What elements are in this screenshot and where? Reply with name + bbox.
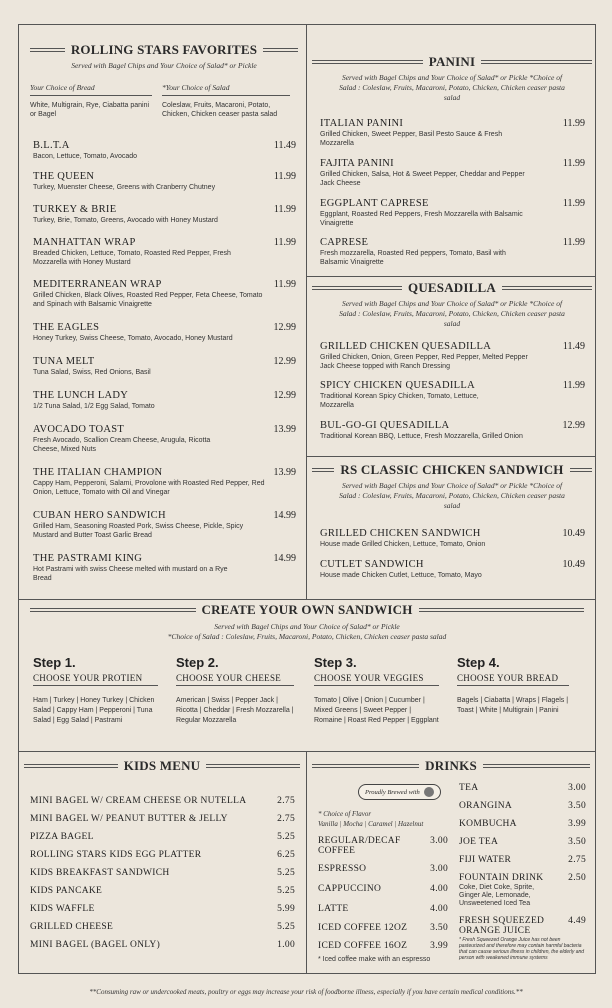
menu-item [33,356,296,377]
item-name: MINI BAGEL (BAGEL ONLY) [30,940,161,950]
item-name: MINI BAGEL W/ PEANUT BUTTER & JELLY [30,814,228,824]
item-name: ITALIAN PANINI [320,118,404,129]
menu-item [320,198,585,228]
kids-section [24,758,300,774]
drink-item [459,916,586,961]
item-price: 5.25 [277,922,295,932]
menu-item [33,553,296,583]
item-desc: Fresh Avocado, Scallion Cream Cheese, Arugula, Ricotta Cheese, Mixed Nuts [33,437,211,453]
item-price: 10.49 [562,528,585,539]
panini-list [320,118,585,268]
kids-item [30,796,295,806]
item-price: 11.49 [273,140,296,151]
item-name: CAPRESE [320,237,369,248]
menu-item [33,279,296,309]
menu-item [33,322,296,343]
item-price: 13.99 [273,467,296,478]
step-2 [176,655,294,726]
item-name: KIDS BREAKFAST SANDWICH [30,868,170,878]
panini-section [312,54,592,103]
item-name: FIJI WATER [459,855,512,865]
item-name: FOUNTAIN DRINK [459,873,544,883]
item-name: SPICY CHICKEN QUESADILLA [320,380,475,391]
divider-vertical-top [306,24,307,599]
item-price: 11.99 [273,171,296,182]
divider-panini-quesadilla [306,276,596,277]
quesadilla-subtitle: Served with Bagel Chips and Your Choice of Salad* or Pickle *Choice of Salad : Coleslaw, Fruits, Macaroni, Potato, Chicken, Chicken ceaser pasta salad [339,299,565,328]
favorites-section [30,42,298,119]
item-name: GRILLED CHEESE [30,922,114,932]
kids-title: KIDS MENU [123,758,201,773]
item-desc: Bacon, Lettuce, Tomato, Avocado [33,153,138,160]
drink-item [318,923,448,933]
item-name: MANHATTAN WRAP [33,237,136,248]
item-price: 11.99 [273,279,296,290]
kids-item [30,886,295,896]
item-name: THE PASTRAMI KING [33,553,143,564]
kids-item [30,904,295,914]
item-price: 4.00 [430,884,448,894]
drink-item [459,801,586,811]
classic-header [312,462,592,478]
item-price: 3.00 [430,836,448,846]
create-title: CREATE YOUR OWN SANDWICH [201,602,413,617]
item-price: 13.99 [273,424,296,435]
panini-subtitle: Served with Bagel Chips and Your Choice of Salad* or Pickle *Choice of Salad : Coleslaw, Fruits, Macaroni, Potato, Chicken, Chicken ceaser pasta salad [339,73,565,102]
menu-item [320,341,585,371]
step-name: CHOOSE YOUR CHEESE [176,673,294,686]
item-name: CAPPUCCINO [318,884,382,894]
item-desc: Traditional Korean BBQ, Lettuce, Fresh Mozzarella, Grilled Onion [320,433,523,440]
kids-item [30,868,295,878]
drink-item [318,941,448,951]
item-name: BUL-GO-GI QUESADILLA [320,420,450,431]
menu-item [33,510,296,540]
item-price: 6.25 [277,850,295,860]
favorites-subtitle: Served with Bagel Chips and Your Choice of Salad* or Pickle [71,61,257,70]
quesadilla-title: QUESADILLA [408,280,496,295]
item-price: 5.99 [277,904,295,914]
item-name: THE ITALIAN CHAMPION [33,467,163,478]
item-desc: Turkey, Muenster Cheese, Greens with Cranberry Chutney [33,184,216,191]
panini-title: PANINI [428,54,476,69]
menu-item [320,118,585,148]
item-price: 4.00 [430,904,448,914]
menu-item [33,390,296,411]
step-1 [33,655,158,726]
item-price: 12.99 [273,356,296,367]
menu-item [320,559,585,580]
create-subtitle-salad: *Choice of Salad : Coleslaw, Fruits, Macaroni, Potato, Chicken, Chicken ceaser pasta salad [167,632,447,641]
menu-item [320,380,585,410]
item-price: 2.50 [568,873,586,883]
menu-item [320,158,585,188]
bread-choice-heading: Your Choice of Bread [30,83,152,96]
drink-item [459,837,586,847]
create-header [30,602,584,618]
item-name: FRESH SQUEEZED ORANGE JUICE [459,916,545,936]
quesadilla-header [312,280,592,296]
item-price: 3.99 [568,819,586,829]
quesadilla-list [320,341,585,451]
item-desc: Fresh mozzarella, Roasted Red peppers, Tomato, Basil with Balsamic Vinaigrette [320,250,506,266]
item-name: KOMBUCHA [459,819,517,829]
kids-list [30,796,295,956]
item-desc: Grilled Ham, Seasoning Roasted Pork, Swiss Cheese, Pickle, Spicy Mustard and Butter Toast Garlic Bread [33,523,244,539]
kids-item [30,922,295,932]
create-section [30,602,584,642]
classic-subtitle: Served with Bagel Chips and Your Choice of Salad* or Pickle *Choice of Salad : Coleslaw, Fruits, Macaroni, Potato, Chicken, Chicken ceaser pasta salad [339,481,565,510]
item-desc: Coke, Diet Coke, Sprite, Ginger Ale, Lemonade, Unsweetened Iced Tea [459,884,535,907]
brewed-badge [358,784,441,800]
kids-item [30,850,295,860]
favorites-title: ROLLING STARS FAVORITES [70,42,258,57]
item-price: 5.25 [277,868,295,878]
item-name: ESPRESSO [318,864,367,874]
quesadilla-section [312,280,592,329]
item-name: GRILLED CHICKEN SANDWICH [320,528,481,539]
item-name: THE LUNCH LADY [33,390,129,401]
kids-item [30,814,295,824]
panini-header [312,54,592,70]
drink-item [459,873,586,908]
item-price: 12.99 [562,420,585,431]
item-price: 11.99 [562,237,585,248]
step-options: Tomato | Olive | Onion | Cucumber | Mixed Greens | Sweet Pepper | Romaine | Roast Red Pepper | Eggplant [314,697,439,724]
flavor-list: Vanilla | Mocha | Caramel | Hazelnut [318,820,424,828]
item-name: TURKEY & BRIE [33,204,117,215]
menu-item [33,171,296,192]
drink-item [318,904,448,914]
item-name: TUNA MELT [33,356,95,367]
create-subtitle: Served with Bagel Chips and Your Choice of Salad* or Pickle [214,622,400,631]
item-name: TEA [459,783,479,793]
item-name: GRILLED CHICKEN QUESADILLA [320,341,492,352]
favorites-header [30,42,298,58]
item-price: 5.25 [277,832,295,842]
item-price: 11.99 [562,118,585,129]
item-price: 11.99 [562,380,585,391]
item-desc: House made Grilled Chicken, Lettuce, Tomato, Onion [320,541,486,548]
drink-item [318,836,418,856]
item-price: 11.99 [273,237,296,248]
item-desc: Eggplant, Roasted Red Peppers, Fresh Mozzarella with Balsamic Vinaigrette [320,211,523,227]
flavor-heading: * Choice of Flavor [318,810,372,818]
drink-item [318,864,448,874]
item-desc: * Fresh Squeezed Orange Juice has not been pasteurized and therefore may contain harmful bacteria that can cause serious illness in children, the elderly and person with weakened immune systems [459,937,585,961]
drinks-section [312,758,590,774]
step-name: CHOOSE YOUR BREAD [457,673,569,686]
menu-item [33,140,296,161]
item-desc: Grilled Chicken, Salsa, Hot & Sweet Pepper, Cheddar and Pepper Jack Cheese [320,171,525,187]
bread-choice-text: White, Multigrain, Rye, Ciabatta panini or Bagel [30,102,150,118]
divider-vertical-bottom [306,751,307,974]
item-name: ICED COFFEE 16OZ [318,941,408,951]
item-name: REGULAR/DECAF COFFEE [318,836,401,856]
item-price: 10.49 [562,559,585,570]
item-name: CUBAN HERO SANDWICH [33,510,166,521]
bread-choice [30,83,152,119]
item-name: MEDITERRANEAN WRAP [33,279,162,290]
item-name: B.L.T.A [33,140,70,151]
step-number: Step 3. [314,655,357,670]
salad-choice [162,83,290,119]
menu-item [33,424,296,454]
item-desc: Breaded Chicken, Lettuce, Tomato, Roasted Red Pepper, Fresh Mozzarella with Honey Mustard [33,250,231,266]
item-name: FAJITA PANINI [320,158,394,169]
step-options: Ham | Turkey | Honey Turkey | Chicken Salad | Cappy Ham | Pepperoni | Tuna Salad | Egg Salad | Pastrami [33,697,155,724]
step-number: Step 1. [33,655,76,670]
item-price: 11.99 [273,204,296,215]
item-price: 2.75 [277,814,295,824]
salad-choice-text: Coleslaw, Fruits, Macaroni, Potato, Chicken, Chicken ceaser pasta salad [162,102,278,118]
menu-item [33,204,296,225]
step-3 [314,655,439,726]
item-name: CUTLET SANDWICH [320,559,424,570]
kids-item [30,832,295,842]
item-price: 2.75 [277,796,295,806]
item-price: 3.99 [430,941,448,951]
flavor-choice [318,810,450,828]
item-name: JOE TEA [459,837,499,847]
item-price: 14.99 [273,510,296,521]
item-name: EGGPLANT CAPRESE [320,198,429,209]
drink-item [459,855,586,865]
step-options: Bagels | Ciabatta | Wraps | Flagels | Toast | White | Multigrain | Panini [457,697,569,714]
classic-section [312,462,592,511]
item-price: 4.49 [568,916,586,926]
divider-horizontal-mid [18,751,596,752]
menu-item [320,528,585,549]
menu-item [33,467,296,497]
item-name: ROLLING STARS KIDS EGG PLATTER [30,850,202,860]
item-price: 14.99 [273,553,296,564]
item-name: THE QUEEN [33,171,95,182]
drink-item [459,819,586,829]
item-price: 3.50 [568,801,586,811]
brewed-badge-text: Proudly Brewed with [365,788,420,796]
item-price: 3.00 [568,783,586,793]
item-name: ORANGINA [459,801,513,811]
coffee-logo-icon [424,787,434,797]
item-price: 3.00 [430,864,448,874]
menu-item [320,237,585,267]
item-name: AVOCADO TOAST [33,424,125,435]
iced-coffee-note: * Iced coffee make with an espresso [318,956,431,963]
item-desc: Cappy Ham, Pepperoni, Salami, Provolone with Roasted Red Pepper, Red Onion, Lettuce, Tomato with Oil and Vinegar [33,480,265,496]
item-price: 3.50 [568,837,586,847]
item-name: KIDS PANCAKE [30,886,103,896]
item-desc: 1/2 Tuna Salad, 1/2 Egg Salad, Tomato [33,403,155,410]
food-safety-footer: **Consuming raw or undercooked meats, poultry or eggs may increase your risk of foodborne illness, especially if you have certain medical conditions.** [89,988,523,996]
step-options: American | Swiss | Pepper Jack | Ricotta | Cheddar | Fresh Mozzarella | Regular Mozzarella [176,697,294,724]
item-price: 12.99 [273,322,296,333]
step-number: Step 4. [457,655,500,670]
favorites-options [30,83,298,119]
drinks-right-list [459,783,586,968]
favorites-list [33,140,296,590]
item-name: THE EAGLES [33,322,100,333]
item-price: 2.75 [568,855,586,865]
step-name: CHOOSE YOUR PROTIEN [33,673,158,686]
divider-quesadilla-classic [306,456,596,457]
item-desc: Hot Pastrami with swiss Cheese melted with mustard on a Rye Bread [33,566,228,582]
kids-item [30,940,295,950]
item-name: MINI BAGEL W/ CREAM CHEESE OR NUTELLA [30,796,247,806]
drinks-header [312,758,590,774]
item-price: 5.25 [277,886,295,896]
divider-horizontal-top [18,599,596,600]
item-desc: Tuna Salad, Swiss, Red Onions, Basil [33,369,151,376]
item-name: LATTE [318,904,349,914]
item-price: 12.99 [273,390,296,401]
item-name: KIDS WAFFLE [30,904,95,914]
item-desc: Grilled Chicken, Onion, Green Pepper, Red Pepper, Melted Pepper Jack Cheese topped with Ranch Dressing [320,354,528,370]
item-desc: Turkey, Brie, Tomato, Greens, Avocado with Honey Mustard [33,217,218,224]
step-4 [457,655,569,716]
item-price: 11.99 [562,198,585,209]
drink-item [459,783,586,793]
kids-header [24,758,300,774]
item-desc: Grilled Chicken, Sweet Pepper, Basil Pesto Sauce & Fresh Mozzarella [320,131,503,147]
classic-title: RS CLASSIC CHICKEN SANDWICH [340,462,564,477]
item-name: ICED COFFEE 12OZ [318,923,408,933]
item-desc: Traditional Korean Spicy Chicken, Tomato, Lettuce, Mozzarella [320,393,479,409]
menu-item [320,420,585,441]
menu-item [33,237,296,267]
step-name: CHOOSE YOUR VEGGIES [314,673,439,686]
item-price: 1.00 [277,940,295,950]
item-desc: Grilled Chicken, Black Olives, Roasted Red Pepper, Feta Cheese, Tomato and Spinach with Balsamic Vinaigrette [33,292,263,308]
item-price: 11.99 [562,158,585,169]
item-name: PIZZA BAGEL [30,832,94,842]
classic-list [320,528,585,593]
item-desc: Honey Turkey, Swiss Cheese, Tomato, Avocado, Honey Mustard [33,335,233,342]
drinks-left-list [318,836,448,966]
item-desc: House made Chicken Cutlet, Lettuce, Tomato, Mayo [320,572,482,579]
step-number: Step 2. [176,655,219,670]
item-price: 3.50 [430,923,448,933]
item-price: 11.49 [562,341,585,352]
drink-item [318,884,448,894]
salad-choice-heading: *Your Choice of Salad [162,83,290,96]
drinks-title: DRINKS [425,758,477,773]
